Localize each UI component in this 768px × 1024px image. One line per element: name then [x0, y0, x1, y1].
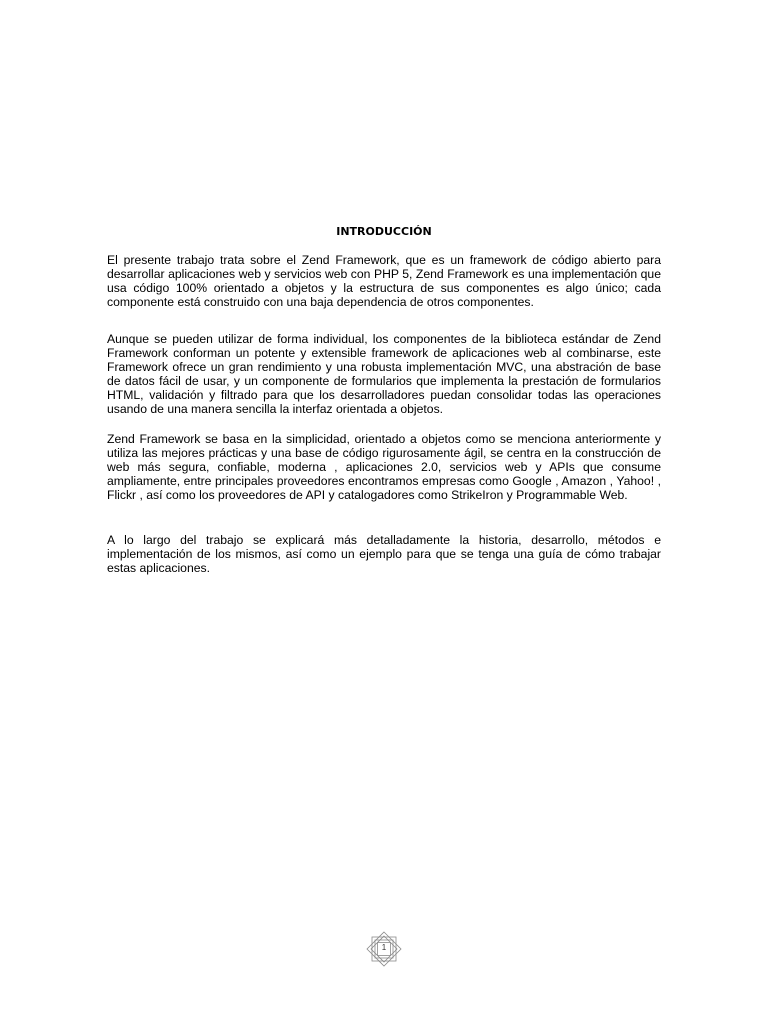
paragraph-overview: A lo largo del trabajo se explicará más detalladamente la historia, desarrollo, métodos e implementación de los mismos, así como un ejemplo para que se tenga una guía de cómo trabajar estas aplicaciones. — [107, 533, 661, 575]
paragraph-intro: El presente trabajo trata sobre el Zend Framework, que es un framework de código abierto para desarrollar aplicaciones web y servicios web con PHP 5, Zend Framework es una implementación que usa código 100% orientado a objetos y la estructura de sus componentes es algo único; cada componente está construido con una baja dependencia de otros componentes. — [107, 253, 661, 309]
document-title: INTRODUCCIÓN — [336, 225, 432, 238]
paragraph-simplicity: Zend Framework se basa en la simplicidad, orientado a objetos como se menciona anteriormente y utiliza las mejores prácticas y una base de código rigurosamente ágil, se centra en la construcción de web más segura, confiable, moderna , aplicaciones 2.0, servicios web y APIs que consume ampliamente, entre principales proveedores encontramos empresas como Google , Amazon , Yahoo! , Flickr , así como los proveedores de API y catalogadores como StrikeIron y Programmable Web. — [107, 432, 661, 502]
paragraph-components: Aunque se pueden utilizar de forma individual, los componentes de la biblioteca estándar de Zend Framework conforman un potente y extensible framework de aplicaciones web al combinarse, este Framework ofrece un gran rendimiento y una robusta implementación MVC, una abstración de base de datos fácil de usar, y un componente de formularios que implementa la prestación de formularios HTML, validación y filtrado para que los desarrolladores puedan consolidar todas las operaciones usando de una manera sencilla la interfaz orientada a objetos. — [107, 332, 661, 416]
page-number: 1 — [381, 943, 387, 952]
